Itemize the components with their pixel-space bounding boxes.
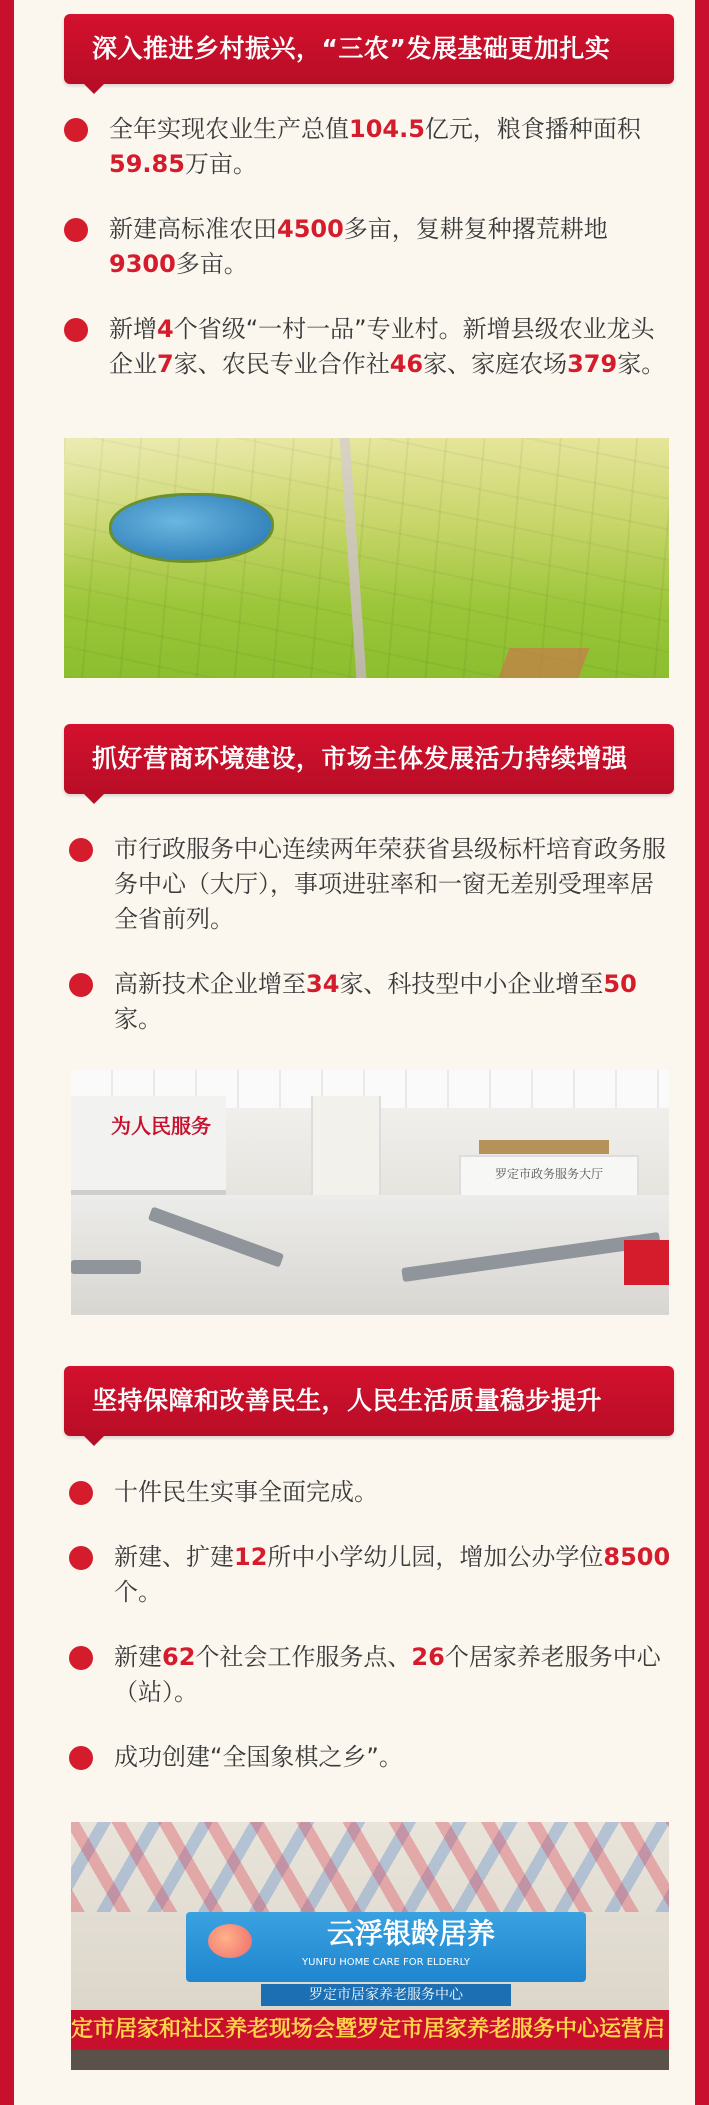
- bullet-text: 全年实现农业生产总值: [109, 115, 349, 143]
- highlight-number: 104.5: [349, 115, 425, 143]
- bullet-text: 所中小学幼儿园，增加公办学位: [267, 1543, 604, 1571]
- bullet-text: 新增: [109, 315, 157, 343]
- highlight-number: 26: [411, 1643, 445, 1671]
- bullet-text: 新建: [114, 1643, 162, 1671]
- bullet-text: 多亩，复耕复种撂荒耕地: [343, 215, 608, 243]
- bullet-list-business: [69, 832, 674, 1067]
- bullet-text: 亿元，粮食播种面积: [424, 115, 641, 143]
- section-header-livelihood: 坚持保障和改善民生，人民生活质量稳步提升: [64, 1366, 674, 1436]
- highlight-number: 9300: [109, 250, 176, 278]
- hall-counter-label: 罗定市政务服务大厅: [494, 1167, 603, 1181]
- hall-slogan: 为人民服务: [111, 1114, 211, 1138]
- bullet-text: 家。: [114, 1005, 162, 1033]
- bullet-item: [69, 1475, 674, 1510]
- bullet-item: [69, 1740, 674, 1775]
- highlight-number: 8500: [603, 1543, 671, 1571]
- farmland-photo: [64, 438, 669, 678]
- sign-sub-text: YUNFU HOME CARE FOR ELDERLY: [302, 1957, 470, 1968]
- bullet-text: 家、家庭农场: [423, 350, 568, 378]
- bullet-text: 个省级“一村一品”专业村。新增县级农业龙头企业: [109, 315, 655, 378]
- farm-road: [340, 438, 367, 678]
- bullet-item: [64, 212, 674, 282]
- bullet-dot-icon: [64, 118, 88, 142]
- bullet-text: 新建高标准农田: [109, 215, 277, 243]
- bullet-text: 十件民生实事全面完成。: [114, 1478, 378, 1506]
- farm-field: [499, 648, 590, 678]
- highlight-number: 379: [567, 350, 618, 378]
- bullet-text: 个。: [114, 1578, 162, 1606]
- bullet-item: [69, 1540, 674, 1610]
- farm-lake: [109, 493, 274, 563]
- bullet-text: 市行政服务中心连续两年荣获省县级标杆培育政务服务中心（大厅），事项进驻率和一窗无差别受理率居全省前列。: [114, 835, 666, 933]
- bullet-item: [64, 112, 674, 182]
- hall-counter-sign: [479, 1140, 609, 1154]
- hall-bench: [71, 1260, 141, 1274]
- bullet-text: 家、农民专业合作社: [173, 350, 390, 378]
- bullet-list-livelihood: [69, 1475, 674, 1805]
- bullet-item: [69, 967, 674, 1037]
- highlight-number: 12: [234, 1543, 268, 1571]
- bullet-text: 多亩。: [175, 250, 248, 278]
- bullet-item: [64, 312, 674, 382]
- hall-red-panel: [624, 1240, 669, 1285]
- bullet-text: 万亩。: [184, 150, 257, 178]
- elderly-center-sign: [186, 1912, 586, 1982]
- highlight-number: 7: [157, 350, 174, 378]
- highlight-number: 62: [162, 1643, 196, 1671]
- bullet-item: [69, 1640, 674, 1710]
- bunting-flags: [71, 1822, 669, 1912]
- bullet-dot-icon: [69, 973, 93, 997]
- highlight-number: 50: [603, 970, 637, 998]
- yunfu-logo-icon: [208, 1924, 252, 1958]
- elderly-center-photo: [71, 1822, 669, 2070]
- bullet-list-rural: [64, 112, 674, 412]
- bullet-text: 个社会工作服务点、: [195, 1643, 412, 1671]
- elderly-subsign: 罗定市居家养老服务中心: [261, 1984, 511, 2006]
- bullet-dot-icon: [64, 218, 88, 242]
- highlight-number: 4: [157, 315, 174, 343]
- bullet-text: 新建、扩建: [114, 1543, 234, 1571]
- bullet-dot-icon: [69, 1646, 93, 1670]
- bullet-dot-icon: [64, 318, 88, 342]
- sign-main-text: 云浮银龄居养: [326, 1917, 495, 1950]
- event-banner: 定市居家和社区养老现场会暨罗定市居家养老服务中心运营启: [71, 2010, 669, 2050]
- bullet-text: 高新技术企业增至: [114, 970, 306, 998]
- bullet-text: 家、科技型中小企业增至: [339, 970, 604, 998]
- bullet-text: 家。: [617, 350, 666, 378]
- section-header-rural: 深入推进乡村振兴，“三农”发展基础更加扎实: [64, 14, 674, 84]
- highlight-number: 46: [389, 350, 424, 378]
- bullet-text: 成功创建“全国象棋之乡”。: [114, 1743, 403, 1771]
- service-hall-photo: [71, 1070, 669, 1315]
- bullet-dot-icon: [69, 1546, 93, 1570]
- bullet-dot-icon: [69, 1746, 93, 1770]
- bullet-text: 个居家养老服务中心（站）。: [114, 1643, 661, 1706]
- bullet-item: [69, 832, 674, 937]
- bullet-dot-icon: [69, 1481, 93, 1505]
- highlight-number: 4500: [277, 215, 344, 243]
- section-header-business: 抓好营商环境建设，市场主体发展活力持续增强: [64, 724, 674, 794]
- bullet-dot-icon: [69, 838, 93, 862]
- highlight-number: 34: [306, 970, 340, 998]
- storefront-door: [71, 2050, 669, 2070]
- page: [14, 0, 695, 2105]
- highlight-number: 59.85: [109, 150, 185, 178]
